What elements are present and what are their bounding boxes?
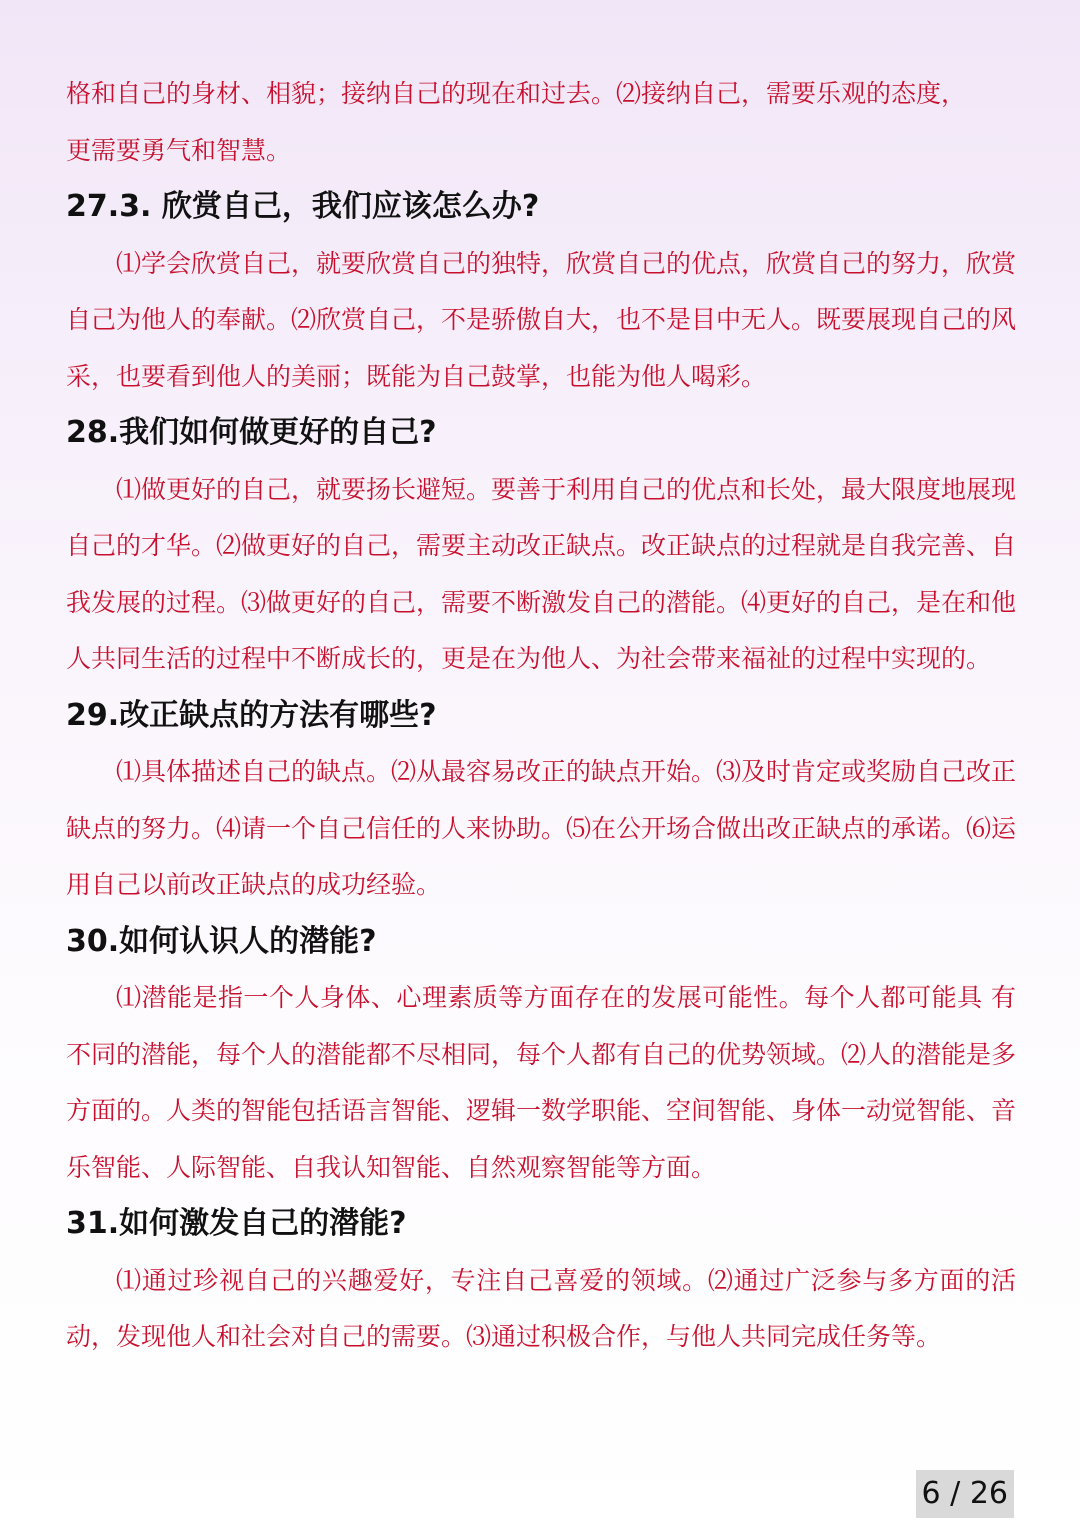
section-heading-29: 29.改正缺点的方法有哪些?: [66, 697, 437, 733]
intro-paragraph: [66, 66, 1016, 179]
section-body-28: ⑴做更好的自己，就要扬长避短。要善于利用自己的优点和长处，最大限度地展现自己的才华。⑵做更好的自己，需要主动改正缺点。改正缺点的过程就是自我完善、自我发展的过程。⑶做更好的自己，需要不断激发自己的潜能。⑷更好的自己，是在和他人共同生活的过程中不断成长的，更是在为他人、为社会带来福祉的过程中实现的。: [66, 474, 1017, 673]
section-heading-31: 31.如何激发自己的潜能?: [66, 1206, 407, 1241]
section-heading-27-3: 27.3. 欣赏自己，我们应该怎么办?: [66, 189, 540, 224]
section-body-27-3: ⑴学会欣赏自己，就要欣赏自己的独特，欣赏自己的优点，欣赏自己的努力，欣赏自己为他人的奉献。⑵欣赏自己，不是骄傲自大，也不是目中无人。既要展现自己的风采，也要看到他人的美丽；既能为自己鼓掌，也能为他人喝彩。: [66, 248, 1017, 391]
document-page: [66, 66, 1016, 1366]
section-body-30: ⑴潜能是指一个人身体、心理素质等方面存在的发展可能性。每个人都可能具 有不同的潜能，每个人的潜能都不尽相同，每个人都有自己的优势领域。⑵人的潜能是多方面的。人类的智能包括语言智能、逻辑一数学职能、空间智能、身体一动觉智能、音乐智能、人际智能、自我认知智能、自然观察智能等方面。: [66, 983, 1017, 1182]
page-number-indicator: 6 / 26: [916, 1470, 1014, 1518]
intro-line-2: 更需要勇气和智慧。: [66, 135, 292, 165]
section-body-31: ⑴通过珍视自己的兴趣爱好，专注自己喜爱的领域。⑵通过广泛参与多方面的活动，发现他人和社会对自己的需要。⑶通过积极合作，与他人共同完成任务等。: [66, 1265, 1016, 1351]
section-heading-28: 28.我们如何做更好的自己?: [66, 415, 437, 450]
section-heading-30: 30.如何认识人的潜能?: [66, 923, 377, 959]
section-body-29: ⑴具体描述自己的缺点。⑵从最容易改正的缺点开始。⑶及时肯定或奖励自己改正缺点的努力。⑷请一个自己信任的人来协助。⑸在公开场合做出改正缺点的承诺。⑹运用自己以前改正缺点的成功经验。: [66, 757, 1017, 899]
intro-line-1: 格和自己的身材、相貌；接纳自己的现在和过去。⑵接纳自己，需要乐观的态度，: [66, 79, 967, 108]
